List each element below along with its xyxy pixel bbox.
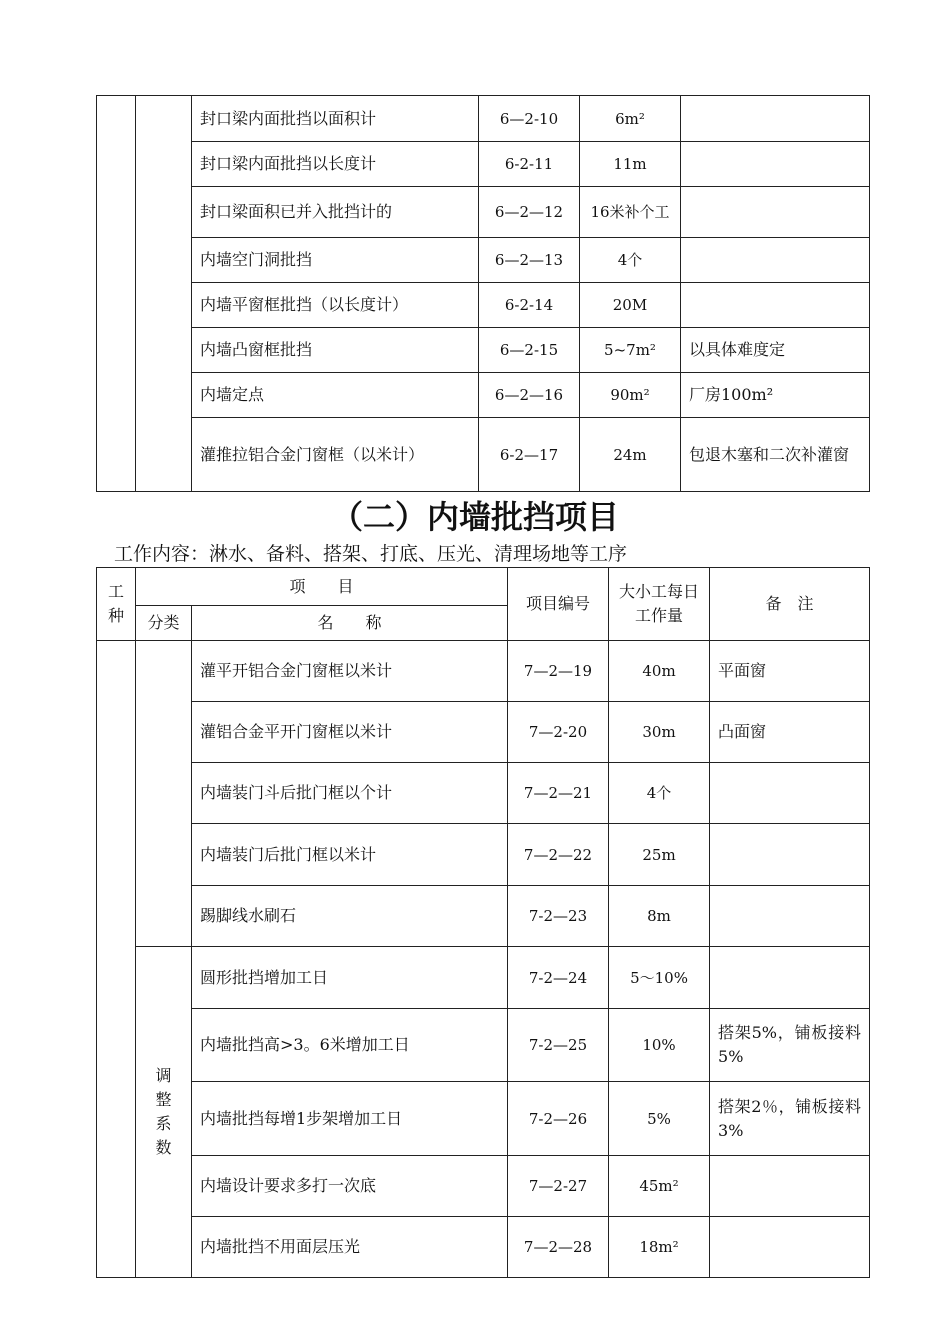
item-amount: 90m² xyxy=(580,373,681,418)
item-name: 封口梁内面批挡以面积计 xyxy=(192,96,479,142)
item-note xyxy=(681,283,870,328)
item-name: 内墙定点 xyxy=(192,373,479,418)
item-note xyxy=(681,187,870,238)
item-name: 踢脚线水刷石 xyxy=(192,886,508,947)
item-name: 圆形批挡增加工日 xyxy=(192,947,508,1009)
item-amount: 20M xyxy=(580,283,681,328)
item-note xyxy=(710,886,870,947)
category-cell xyxy=(136,641,192,947)
item-name: 内墙设计要求多打一次底 xyxy=(192,1156,508,1217)
item-amount: 18m² xyxy=(609,1217,710,1278)
header-category: 分类 xyxy=(136,606,192,641)
work-content-intro: 工作内容：淋水、备料、搭架、打底、压光、清理场地等工序 xyxy=(114,543,628,565)
item-name: 封口梁面积已并入批挡计的 xyxy=(192,187,479,238)
table-row xyxy=(97,418,870,492)
item-code: 6—2-15 xyxy=(479,328,580,373)
item-code: 6—2-10 xyxy=(479,96,580,142)
item-name: 内墙空门洞批挡 xyxy=(192,238,479,283)
trade-cell xyxy=(97,96,136,492)
header-row xyxy=(97,568,870,606)
item-code: 7-2—23 xyxy=(508,886,609,947)
item-note: 以具体难度定 xyxy=(681,328,870,373)
header-note: 备 注 xyxy=(710,568,870,641)
item-code: 7—2-27 xyxy=(508,1156,609,1217)
trade-cell xyxy=(97,641,136,1278)
item-note: 搭架5%，铺板接料5% xyxy=(710,1009,870,1082)
item-note: 平面窗 xyxy=(710,641,870,702)
table-row xyxy=(97,763,870,824)
item-amount: 5% xyxy=(609,1082,710,1156)
item-code: 6—2—16 xyxy=(479,373,580,418)
table-top xyxy=(96,95,870,492)
table-row xyxy=(97,641,870,702)
table-row xyxy=(97,373,870,418)
item-amount: 45m² xyxy=(609,1156,710,1217)
item-code: 7-2—26 xyxy=(508,1082,609,1156)
item-code: 7—2-20 xyxy=(508,702,609,763)
item-amount: 10% xyxy=(609,1009,710,1082)
category-adjust-cell xyxy=(136,947,192,1278)
item-amount: 24m xyxy=(580,418,681,492)
item-name: 灌铝合金平开门窗框以米计 xyxy=(192,702,508,763)
item-code: 6-2-14 xyxy=(479,283,580,328)
header-amount xyxy=(609,568,710,641)
item-note xyxy=(710,763,870,824)
table-row xyxy=(97,187,870,238)
item-code: 6—2—12 xyxy=(479,187,580,238)
item-code: 7-2—25 xyxy=(508,1009,609,1082)
item-amount: 25m xyxy=(609,824,710,886)
item-note: 厂房100m² xyxy=(681,373,870,418)
item-name: 内墙批挡不用面层压光 xyxy=(192,1217,508,1278)
header-trade-text: 工种 xyxy=(107,582,124,625)
item-name: 灌推拉铝合金门窗框（以米计） xyxy=(192,418,479,492)
table-row xyxy=(97,238,870,283)
table-row xyxy=(97,702,870,763)
section-title: （二）内墙批挡项目 xyxy=(330,498,619,536)
item-amount: 4个 xyxy=(609,763,710,824)
table-row xyxy=(97,328,870,373)
item-note xyxy=(710,1156,870,1217)
item-note xyxy=(710,824,870,886)
item-name: 内墙平窗框批挡（以长度计） xyxy=(192,283,479,328)
item-note xyxy=(681,142,870,187)
item-code: 7—2—28 xyxy=(508,1217,609,1278)
item-amount: 30m xyxy=(609,702,710,763)
header-name: 名 称 xyxy=(192,606,508,641)
item-name: 内墙批挡每增1步架增加工日 xyxy=(192,1082,508,1156)
table-row xyxy=(97,947,870,1009)
header-item: 项 目 xyxy=(136,568,508,606)
item-amount: 5~7m² xyxy=(580,328,681,373)
item-amount: 11m xyxy=(580,142,681,187)
item-name: 内墙批挡高>3。6米增加工日 xyxy=(192,1009,508,1082)
table-row xyxy=(97,1156,870,1217)
item-name: 内墙装门后批门框以米计 xyxy=(192,824,508,886)
table-bottom xyxy=(96,567,870,1278)
item-note xyxy=(681,238,870,283)
category-adjust-label: 调整系数 xyxy=(155,1066,172,1157)
item-amount: 40m xyxy=(609,641,710,702)
table-row xyxy=(97,142,870,187)
item-amount: 6m² xyxy=(580,96,681,142)
item-code: 6-2—17 xyxy=(479,418,580,492)
table-row xyxy=(97,1217,870,1278)
table-row xyxy=(97,1082,870,1156)
table-row xyxy=(97,1009,870,1082)
item-name: 灌平开铝合金门窗框以米计 xyxy=(192,641,508,702)
table-row xyxy=(97,886,870,947)
item-amount: 8m xyxy=(609,886,710,947)
category-cell xyxy=(136,96,192,492)
item-name: 内墙装门斗后批门框以个计 xyxy=(192,763,508,824)
item-name: 内墙凸窗框批挡 xyxy=(192,328,479,373)
item-amount: 4个 xyxy=(580,238,681,283)
item-code: 7—2—21 xyxy=(508,763,609,824)
item-note xyxy=(710,1217,870,1278)
item-name: 封口梁内面批挡以长度计 xyxy=(192,142,479,187)
item-note xyxy=(710,947,870,1009)
item-code: 7—2—19 xyxy=(508,641,609,702)
item-code: 7-2—24 xyxy=(508,947,609,1009)
header-code: 项目编号 xyxy=(508,568,609,641)
header-amount-text: 大小工每日工作量 xyxy=(619,582,700,625)
item-amount: 5～10% xyxy=(609,947,710,1009)
item-note xyxy=(681,96,870,142)
item-code: 6—2—13 xyxy=(479,238,580,283)
item-code: 6-2-11 xyxy=(479,142,580,187)
table-row xyxy=(97,283,870,328)
item-note: 凸面窗 xyxy=(710,702,870,763)
item-code: 7—2—22 xyxy=(508,824,609,886)
item-note: 包退木塞和二次补灌窗 xyxy=(681,418,870,492)
table-row xyxy=(97,824,870,886)
item-note: 搭架2％，铺板接料3% xyxy=(710,1082,870,1156)
table-row xyxy=(97,96,870,142)
header-trade xyxy=(97,568,136,641)
item-amount: 16米补个工 xyxy=(580,187,681,238)
